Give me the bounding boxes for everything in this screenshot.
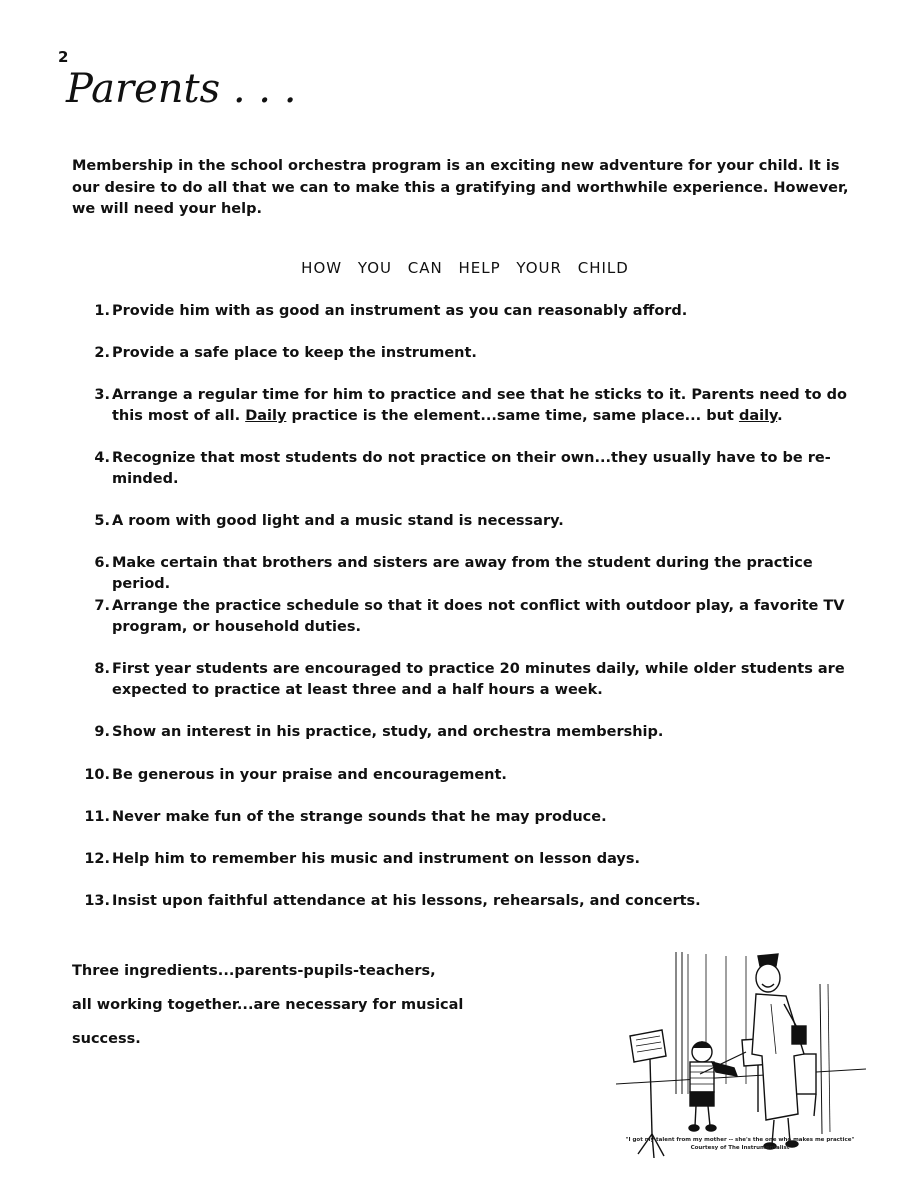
item-number: 5. <box>94 513 110 529</box>
item-number: 4. <box>94 450 110 466</box>
list-item <box>72 448 852 490</box>
item-text: Provide a safe place to keep the instrument. <box>112 345 477 361</box>
item-number: 7. <box>94 598 110 614</box>
list-item <box>72 343 852 364</box>
item-number: 10. <box>84 767 110 783</box>
item-text <box>112 385 852 427</box>
item-number: 2. <box>94 345 110 361</box>
item-number: 6. <box>94 555 110 571</box>
list-item <box>72 301 852 322</box>
item-text: Arrange the practice schedule so that it does not conflict with outdoor play, a favorite TV program, or household duties. <box>112 598 845 635</box>
closing-paragraph <box>72 954 492 1056</box>
item-number: 3. <box>94 387 110 403</box>
section-heading: HOW YOU CAN HELP YOUR CHILD <box>301 259 629 277</box>
list-item <box>72 511 852 532</box>
caption-quote: "I got my talent from my mother -- she's the one who makes me practice" <box>625 1137 855 1143</box>
closing-line: success. <box>72 1031 141 1047</box>
item-number: 1. <box>94 303 110 319</box>
list-item <box>72 891 852 912</box>
item-text: A room with good light and a music stand is necessary. <box>112 513 564 529</box>
list-item <box>72 807 852 828</box>
underlined-word: daily <box>738 408 778 424</box>
item-text: Help him to remember his music and instrument on lesson days. <box>112 851 641 867</box>
item-text: First year students are encouraged to practice 20 minutes daily, while older students are expected to practice at least three and a half hours a week. <box>112 661 845 698</box>
intro-paragraph: Membership in the school orchestra program is an exciting new adventure for your child. It is our desire to do all that we can to make this a gratifying and worthwhile experience. However, we will need your help. <box>72 158 849 217</box>
page-number: 2 <box>58 48 69 66</box>
list-item <box>72 765 852 786</box>
item-text-part: practice is the element...same time, same place... but <box>286 408 739 424</box>
item-text: Make certain that brothers and sisters are away from the student during the practice period. <box>112 555 813 592</box>
list-item <box>72 596 852 638</box>
item-text: Recognize that most students do not practice on their own...they usually have to be re-minded. <box>112 450 831 487</box>
list-item <box>72 659 852 701</box>
item-text: Never make fun of the strange sounds that he may produce. <box>112 809 607 825</box>
item-text: Insist upon faithful attendance at his lessons, rehearsals, and concerts. <box>112 893 701 909</box>
item-text: Be generous in your praise and encouragement. <box>112 767 507 783</box>
caption-credit: Courtesy of The Instrumentalist <box>690 1145 790 1151</box>
item-number: 8. <box>94 661 110 677</box>
closing-line: Three ingredients...parents-pupils-teachers, <box>72 963 436 979</box>
list-item <box>72 553 852 595</box>
underlined-word: Daily <box>245 408 287 424</box>
list-item <box>72 849 852 870</box>
item-number: 11. <box>84 809 110 825</box>
item-text: Show an interest in his practice, study, and orchestra membership. <box>112 724 664 740</box>
illustration-caption <box>610 1136 870 1152</box>
item-number: 9. <box>94 724 110 740</box>
list-item <box>72 385 852 427</box>
list-item <box>72 722 852 743</box>
item-text: Provide him with as good an instrument as you can reasonably afford. <box>112 303 688 319</box>
item-text-part: . <box>777 408 783 424</box>
item-number: 13. <box>84 893 110 909</box>
item-number: 12. <box>84 851 110 867</box>
page-title: Parents . . . <box>66 66 297 112</box>
item-text-part: Arrange a regular time for him to practice and see that he sticks to it. Parents need to do this most of all. <box>112 387 848 424</box>
closing-line: all working together...are necessary for musical <box>72 997 464 1013</box>
